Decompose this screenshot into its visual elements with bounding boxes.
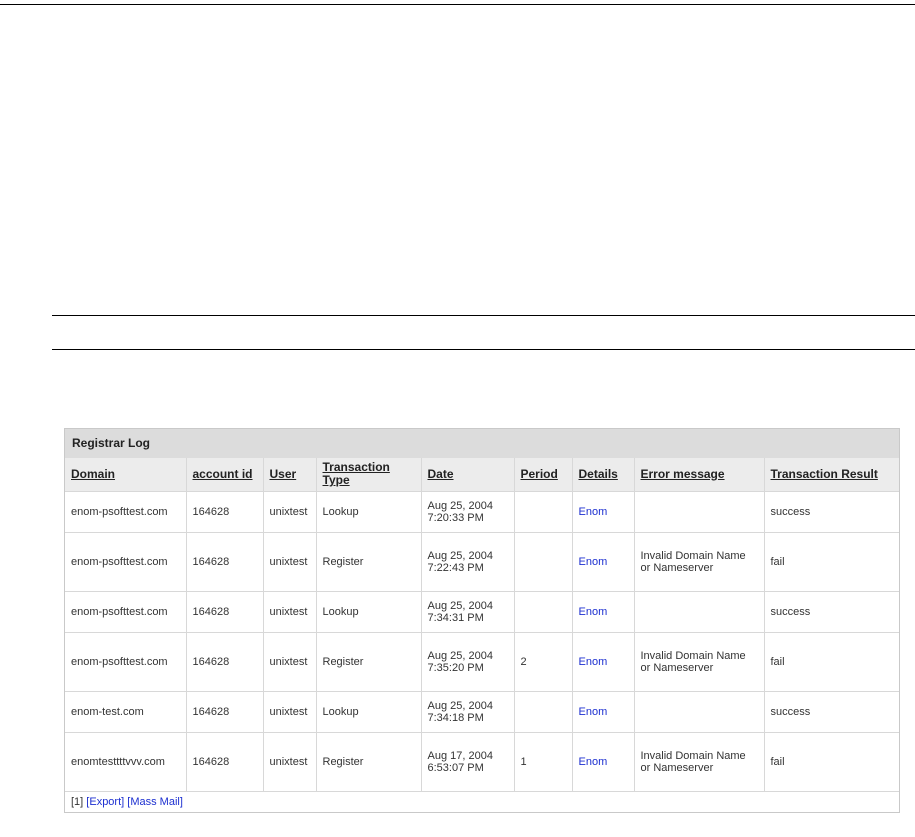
table-row: [65, 732, 899, 791]
section-divider-upper: [52, 315, 915, 316]
cell-period: [514, 691, 572, 732]
cell-date: Aug 25, 2004 7:22:43 PM: [421, 532, 514, 591]
cell-user: unixtest: [263, 491, 316, 532]
cell-account-id: 164628: [186, 691, 263, 732]
cell-date: Aug 25, 2004 7:34:18 PM: [421, 691, 514, 732]
cell-error-message: [634, 591, 764, 632]
cell-error-message: Invalid Domain Name or Nameserver: [634, 732, 764, 791]
cell-period: 2: [514, 632, 572, 691]
cell-domain: enom-psofttest.com: [65, 532, 186, 591]
cell-user: unixtest: [263, 532, 316, 591]
column-header-user[interactable]: User: [263, 458, 316, 491]
column-header-transaction-type[interactable]: Transaction Type: [316, 458, 421, 491]
cell-account-id: 164628: [186, 632, 263, 691]
column-header-error-message[interactable]: Error message: [634, 458, 764, 491]
table-row: [65, 691, 899, 732]
cell-transaction-type: Lookup: [316, 691, 421, 732]
cell-transaction-type: Lookup: [316, 491, 421, 532]
cell-user: unixtest: [263, 632, 316, 691]
section-divider-lower: [52, 349, 915, 350]
cell-date: Aug 25, 2004 7:20:33 PM: [421, 491, 514, 532]
details-link[interactable]: Enom: [572, 491, 634, 532]
column-header-date[interactable]: Date: [421, 458, 514, 491]
cell-transaction-result: fail: [764, 532, 899, 591]
column-header-details[interactable]: Details: [572, 458, 634, 491]
cell-transaction-result: success: [764, 691, 899, 732]
details-link[interactable]: Enom: [572, 732, 634, 791]
cell-domain: enom-test.com: [65, 691, 186, 732]
column-header-domain[interactable]: Domain: [65, 458, 186, 491]
cell-account-id: 164628: [186, 732, 263, 791]
cell-transaction-result: success: [764, 491, 899, 532]
cell-period: [514, 591, 572, 632]
details-link[interactable]: Enom: [572, 532, 634, 591]
export-link[interactable]: [Export]: [86, 795, 125, 808]
cell-user: unixtest: [263, 691, 316, 732]
cell-error-message: Invalid Domain Name or Nameserver: [634, 532, 764, 591]
cell-user: unixtest: [263, 732, 316, 791]
column-header-transaction-result[interactable]: Transaction Result: [764, 458, 899, 491]
cell-domain: enom-psofttest.com: [65, 632, 186, 691]
cell-date: Aug 25, 2004 7:35:20 PM: [421, 632, 514, 691]
table-row: [65, 532, 899, 591]
table-row: [65, 491, 899, 532]
cell-date: Aug 17, 2004 6:53:07 PM: [421, 732, 514, 791]
cell-transaction-result: fail: [764, 632, 899, 691]
column-header-account-id[interactable]: account id: [186, 458, 263, 491]
cell-transaction-type: Register: [316, 532, 421, 591]
details-link[interactable]: Enom: [572, 691, 634, 732]
registrar-log-panel: [64, 428, 900, 813]
details-link[interactable]: Enom: [572, 591, 634, 632]
table-row: [65, 591, 899, 632]
table-row: [65, 632, 899, 691]
cell-domain: enom-psofttest.com: [65, 591, 186, 632]
cell-transaction-type: Register: [316, 732, 421, 791]
cell-account-id: 164628: [186, 532, 263, 591]
cell-transaction-result: fail: [764, 732, 899, 791]
cell-transaction-result: success: [764, 591, 899, 632]
cell-period: [514, 532, 572, 591]
panel-title: Registrar Log: [65, 429, 899, 458]
cell-period: 1: [514, 732, 572, 791]
cell-date: Aug 25, 2004 7:34:31 PM: [421, 591, 514, 632]
registrar-log-table: [65, 458, 899, 792]
cell-user: unixtest: [263, 591, 316, 632]
page-indicator[interactable]: [1]: [71, 795, 84, 808]
cell-error-message: Invalid Domain Name or Nameserver: [634, 632, 764, 691]
table-header-row: [65, 458, 899, 491]
details-link[interactable]: Enom: [572, 632, 634, 691]
cell-transaction-type: Register: [316, 632, 421, 691]
mass-mail-link[interactable]: [Mass Mail]: [127, 795, 183, 808]
table-footer: [65, 792, 899, 812]
cell-domain: enom-psofttest.com: [65, 491, 186, 532]
cell-transaction-type: Lookup: [316, 591, 421, 632]
cell-domain: enomtesttttvvv.com: [65, 732, 186, 791]
column-header-period[interactable]: Period: [514, 458, 572, 491]
cell-error-message: [634, 691, 764, 732]
cell-account-id: 164628: [186, 591, 263, 632]
cell-account-id: 164628: [186, 491, 263, 532]
top-divider: [0, 4, 915, 5]
cell-period: [514, 491, 572, 532]
cell-error-message: [634, 491, 764, 532]
